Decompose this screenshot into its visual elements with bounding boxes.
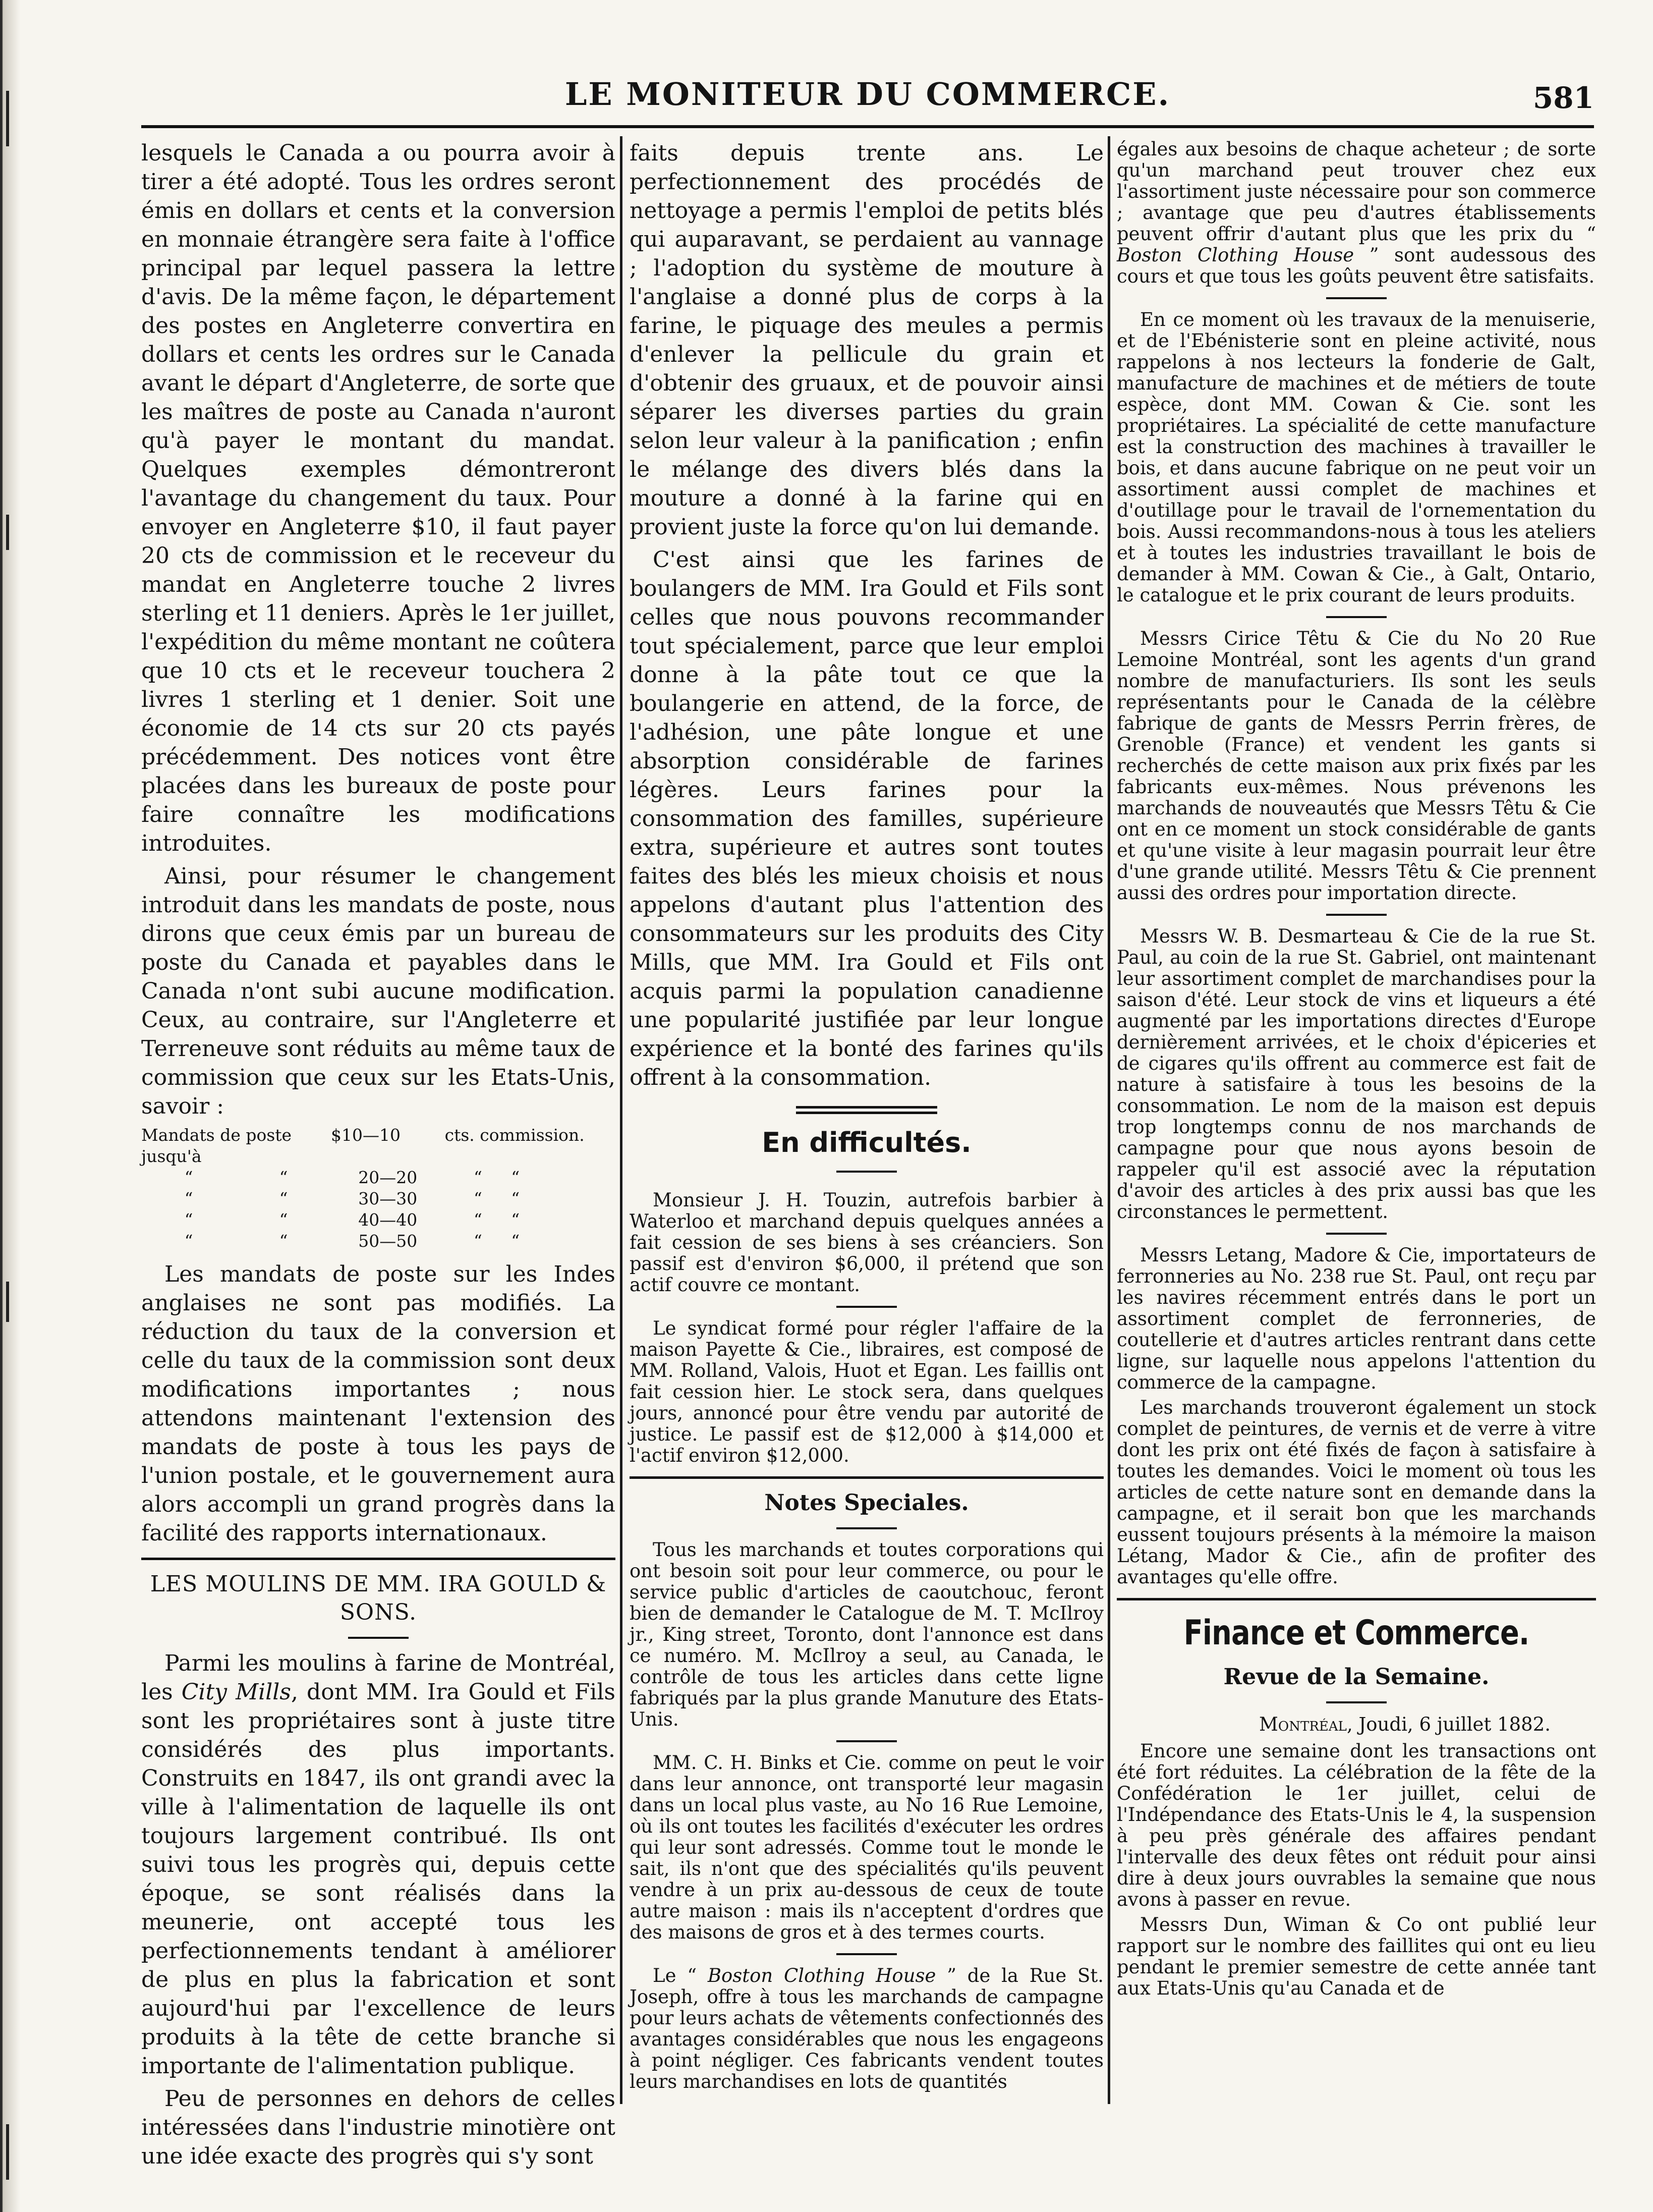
table-cell: 20—20 — [358, 1168, 418, 1187]
table-cell: “ — [473, 1168, 482, 1187]
paragraph: Les mandats de poste sur les Indes anglaises ne sont pas modifiés. La réduction du taux de la conversion et celle du taux de la commission sont deux modifications importantes ; nous attendons maintenant l'extension des mandats de poste à tous les pays de l'union postale, et le gouvernement aura alors accompli un grand progrès dans la facilité des rapports internationaux. — [141, 1261, 615, 1546]
short-rule — [1326, 1701, 1387, 1703]
paragraph: Les marchands trouveront également un stock complet de peintures, de vernis et de verre à vitre dont les prix ont été fixés de façon à satisfaire à toutes les demandes. Voici le moment où tous les articles de cette nature sont en demande dans la campagne, et il serait bon que les marchands eussent toujours présents à la mémoire la maison Létang, Mador & Cie., afin de profiter des avantages qu'elle offre. — [1117, 1397, 1596, 1588]
column-divider — [620, 136, 622, 2104]
table-cell: “ — [279, 1231, 288, 1251]
table-cell: cts. commission. — [444, 1125, 585, 1145]
short-rule — [348, 1637, 409, 1639]
table-cell: “ — [184, 1231, 193, 1251]
column-1 — [141, 139, 615, 2169]
short-rule — [836, 1740, 897, 1742]
page-number: 581 — [1532, 81, 1594, 115]
table-cell: “ — [511, 1210, 520, 1230]
emphasis: Boston Clothing House — [1117, 244, 1354, 266]
table-cell: “ — [511, 1231, 520, 1251]
section-rule — [141, 1558, 615, 1560]
double-rule — [796, 1106, 937, 1114]
paragraph: Tous les marchands et toutes corporations qui ont besoin soit pour leur commerce, ou pour le service public d'articles de caoutchouc, feront bien de demander le Catalogue de M. T. McIlroy jr., King street, Toronto, dont l'annonce est dans ce numéro. M. McIlroy a seul, au Canada, le contrôle de tous les articles dans cette ligne fabriqués par la plus grande Manuture des Etats-Unis. — [630, 1539, 1104, 1730]
table-cell: “ — [473, 1231, 482, 1251]
paragraph: Messrs Letang, Madore & Cie, importateurs de ferronneries au No. 238 rue St. Paul, ont reçu par les navires récemment entrés dans le port un assortiment complet de ferronneries, de coutellerie et d'autres articles rentrant dans cette ligne, sur laquelle nous appelons l'attention du commerce de la campagne. — [1117, 1244, 1596, 1393]
table-row — [141, 1188, 615, 1209]
short-rule — [1326, 616, 1387, 618]
table-row — [141, 1231, 615, 1252]
binding-mark — [6, 1282, 9, 1322]
paragraph: Encore une semaine dont les transactions ont été fort réduites. La célébration de la fête de la Confédération le 1er juillet, celui de l'Indépendance des Etats-Unis le 4, la suspension à peu près générale des affaires pendant l'intervalle des deux fêtes ont réduit pour ainsi dire à deux jours ouvrables la semaine que nous avons à passer en revue. — [1117, 1740, 1596, 1910]
table-cell: “ — [511, 1168, 520, 1187]
dateline-place: Montréal — [1259, 1713, 1347, 1735]
paragraph — [141, 1649, 615, 2080]
short-rule — [1326, 1233, 1387, 1235]
paragraph — [1117, 139, 1596, 287]
paragraph: faits depuis trente ans. Le perfectionnement des procédés de nettoyage a permis l'emploi de petits blés qui auparavant, se perdaient au vannage ; l'adoption du système de mouture à l'anglaise a donné plus de corps à la farine, le piquage des meules a permis d'enlever la pellicule du grain et d'obtenir des gruaux, et de pouvoir ainsi séparer les diverses parties du grain selon leur valeur à la panification ; enfin le mélange des divers blés dans la mouture a donné à la farine qui en provient juste la force qu'on lui demande. — [630, 140, 1104, 540]
text-run: , dont MM. Ira Gould et Fils sont les propriétaires sont à juste titre considérés des plus importants. Construits en 1847, ils ont grandi avec la ville à l'alimentation de laquelle ils ont toujours largement contribué. Ils ont suivi tous les progrès qui, depuis cette époque, se sont réalisés dans la meunerie, ont accepté tous les perfectionnements tendant à améliorer de plus en plus la fabrication et sont aujourd'hui par l'excellence de leurs produits à la tête de cette branche si importante de l'alimentation publique. — [141, 1679, 615, 2079]
emphasis: Boston Clothing House — [707, 1965, 936, 1986]
paragraph: lesquels le Canada a ou pourra avoir à tirer a été adopté. Tous les ordres seront émis en dollars et cents et la conversion en monnaie étrangère sera faite à l'office principal par lequel passera la lettre d'avis. De la même façon, le département des postes en Angleterre convertira en dollars et cents les ordres sur le Canada avant le départ d'Angleterre, de sorte que les maîtres de poste au Canada n'auront qu'à payer le montant du mandat. Quelques exemples démontreront l'avantage du changement du taux. Pour envoyer en Angleterre $10, il faut payer 20 cts de commission et le receveur du mandat en Angleterre touche 2 livres sterling et 11 deniers. Après le 1er juillet, l'expédition du même montant ne coûtera que 10 cts et le receveur touchera 2 livres 1 sterling et 1 denier. Soit une économie de 14 cts sur 20 cts payés précédemment. Des notices vont être placées dans les bureaux de poste pour faire connaître les modifications introduites. — [141, 140, 615, 856]
table-cell: “ — [473, 1210, 482, 1230]
table-cell: 50—50 — [358, 1231, 418, 1251]
short-rule — [836, 1527, 897, 1529]
short-rule — [1326, 914, 1387, 916]
table-cell: 30—30 — [358, 1189, 418, 1208]
dateline-date: , Joudi, 6 juillet 1882. — [1346, 1713, 1551, 1735]
column-2 — [630, 139, 1104, 2107]
paragraph: Ainsi, pour résumer le changement introduit dans les mandats de poste, nous dirons que ceux émis par un bureau de poste du Canada et payables dans le Canada n'ont subi aucune modification. Ceux, au contraire, sur l'Angleterre et Terreneuve sont réduits au même taux de commission que ceux sur les Etats-Unis, savoir : — [141, 863, 615, 1119]
text-run: ” sont audessous des cours et que tous les goûts peuvent être satisfaits. — [1117, 244, 1596, 287]
paragraph: Messrs Dun, Wiman & Co ont publié leur rapport sur le nombre des faillites qui ont eu lieu pendant le premier semestre de cette année tant aux Etats-Unis qu'au Canada et de — [1117, 1914, 1596, 1999]
scan-binding-edge — [0, 0, 20, 2212]
paragraph: Messrs W. B. Desmarteau & Cie de la rue St. Paul, au coin de la rue St. Gabriel, ont maintenant leur assortiment complet de marchandises pour la saison d'été. Leur stock de vins et liqueurs a été augmenté par les importations directes d'Europe dernièrement arrivées, et le choix d'épiceries et de cigares qu'ils offrent au commerce est fait de nature à satisfaire à tous les besoins de la consommation. Le nom de la maison est depuis trop longtemps connu de nos marchands de campagne pour que nous ayons besoin de rappeler qu'il est associé avec la réputation d'avoir des articles à des prix aussi bas que les circonstances le permettent. — [1117, 925, 1596, 1223]
section-title: Finance et Commerce. — [1183, 1613, 1529, 1653]
binding-mark — [6, 515, 9, 550]
text-run: Le “ — [653, 1965, 708, 1986]
column-3 — [1117, 139, 1596, 2107]
section-title: En difficultés. — [762, 1127, 972, 1158]
paragraph: Messrs Cirice Têtu & Cie du No 20 Rue Lemoine Montréal, sont les agents d'un grand nombre de manufacturiers. Ils sont les seuls représentants pour le Canada de la célèbre fabrique de gants de Messrs Perrin frères, de Grenoble (France) et vendent les gants si recherchés de cette maison aux prix fixés par les fabricants eux-mêmes. Nous prévenons les marchands de nouveautés que Messrs Têtu & Cie ont en ce moment un stock considérable de gants et qu'une visite à leur magasin pourrait leur être d'une grande utilité. Messrs Têtu & Cie prennent aussi des ordres pour importation directe. — [1117, 628, 1596, 904]
short-rule — [1326, 297, 1387, 299]
journal-title: LE MONITEUR DU COMMERCE. — [564, 76, 1171, 113]
page-header — [141, 76, 1594, 126]
table-cell: “ — [473, 1189, 482, 1208]
paragraph: Monsieur J. H. Touzin, autrefois barbier à Waterloo et marchand depuis quelques années a fait cession de ses biens à ses créanciers. Son passif est d'environ $6,000, il prétend que son actif couvre ce montant. — [630, 1189, 1104, 1296]
table-cell: “ — [184, 1189, 193, 1208]
dateline — [1117, 1713, 1596, 1736]
table-cell: 40—40 — [358, 1210, 418, 1230]
emphasis: City Mills — [181, 1679, 291, 1705]
table-row — [141, 1209, 615, 1231]
table-cell: “ — [279, 1189, 288, 1208]
section-title: Notes Speciales. — [764, 1490, 969, 1516]
paragraph: MM. C. H. Binks et Cie. comme on peut le voir dans leur annonce, ont transporté leur magasin dans un local plus vaste, au No 16 Rue Lemoine, où ils ont toutes les facilités d'exécuter les ordres qui leur sont adressés. Comme tout le monde le sait, ils n'ont que des spécialités qu'ils peuvent vendre à un prix au-dessous de ceux de toute autre maison : mais ils n'acceptent d'ordres que des maisons de gros et à des termes courts. — [630, 1752, 1104, 1943]
paragraph: C'est ainsi que les farines de boulangers de MM. Ira Gould et Fils sont celles que nous pouvons recommander tout spécialement, parce que leur emploi donne à la pâte tout ce que la boulangerie en attend, de la force, de l'adhésion, une pâte longue et une absorption considérable de farines légères. Leurs farines pour la consommation des familles, supérieure extra, supérieure et autres sont toutes faites des blés les mieux choisis et nous appelons d'autant plus l'attention des consommateurs sur les produits des City Mills, que MM. Ira Gould et Fils ont acquis parmi la population canadienne une popularité justifiée par leur longue expérience et la bonté des farines qu'ils offrent à la consommation. — [630, 547, 1104, 1090]
short-rule — [836, 1171, 897, 1173]
short-rule — [836, 1306, 897, 1308]
text-run: ” de la Rue St. Joseph, offre à tous les marchands de campagne pour leurs achats de vêtements confectionnés des avantages considérables que nous les engageons à point négliger. Ces fabricants vendent toutes leurs marchandises en lots de quantités — [630, 1965, 1104, 2092]
text-run: égales aux besoins de chaque acheteur ; de sorte qu'un marchand peut trouver chez eux l'assortiment juste nécessaire pour son commerce ; avantage que peu d'autres établissements peuvent offrir d'autant plus que les prix du “ — [1117, 138, 1596, 245]
short-rule — [836, 1953, 897, 1955]
section-title: LES MOULINS DE MM. IRA GOULD & SONS. — [150, 1571, 607, 1625]
binding-mark — [6, 2124, 9, 2180]
subsection-title: Revue de la Semaine. — [1223, 1664, 1490, 1690]
postal-rates-table — [141, 1125, 615, 1252]
table-cell: Mandats de poste jusqu'à — [141, 1125, 292, 1166]
paragraph: Le syndicat formé pour régler l'affaire de la maison Payette & Cie., libraires, est composé de MM. Rolland, Valois, Huot et Egan. Les faillis ont fait cession hier. Le stock sera, dans quelques jours, annoncé pour être vendu par autorité de justice. Le passif est de $12,000 à $14,000 et l'actif environ $12,000. — [630, 1317, 1104, 1466]
section-rule — [1117, 1598, 1596, 1600]
paragraph: En ce moment où les travaux de la menuiserie, et de l'Ebénisterie sont en pleine activité, nous rappelons à nos lecteurs la fonderie de Galt, manufacture de machines et de métiers de toute espèce, dont MM. Cowan & Cie. sont les propriétaires. La spécialité de cette manufacture est la construction des machines à travailler le bois, et dans aucune fabrique on ne peut voir un assortiment aussi complet de machines et d'outillage pour le travail de l'ornementation du bois. Aussi recommandons-nous à tous les ateliers et à toutes les industries travaillant le bois de demander à MM. Cowan & Cie., à Galt, Ontario, le catalogue et le prix courant de leurs produits. — [1117, 309, 1596, 606]
table-cell: $10—10 — [331, 1125, 401, 1145]
table-cell: “ — [184, 1210, 193, 1230]
column-divider — [1108, 136, 1110, 2104]
text-run: Parmi les moulins à farine de Montréal, les — [141, 1650, 615, 1705]
table-row — [141, 1125, 615, 1167]
table-cell: “ — [184, 1168, 193, 1187]
paragraph — [630, 1965, 1104, 2092]
paragraph: Peu de personnes en dehors de celles intéressées dans l'industrie minotière ont une idée exacte des progrès qui s'y sont — [141, 2086, 615, 2169]
table-cell: “ — [279, 1210, 288, 1230]
table-row — [141, 1167, 615, 1188]
table-cell: “ — [279, 1168, 288, 1187]
table-cell: “ — [511, 1189, 520, 1208]
header-rule — [141, 125, 1594, 128]
section-rule — [630, 1476, 1104, 1479]
binding-mark — [6, 91, 9, 146]
